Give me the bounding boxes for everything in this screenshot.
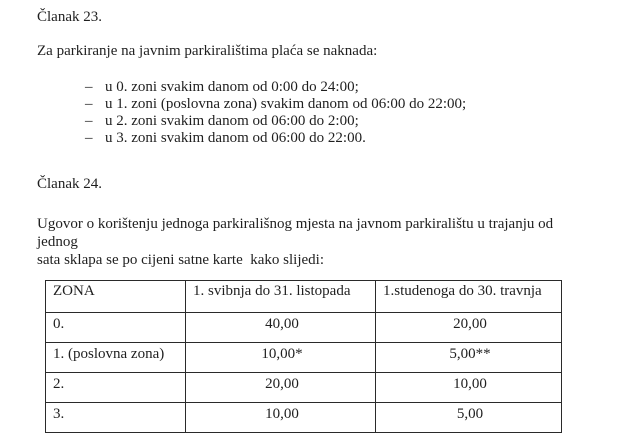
- list-item: [85, 96, 595, 113]
- list-item-text: u 3. zoni svakim danom od 06:00 do 22:00.: [105, 130, 366, 146]
- table-row: [46, 373, 562, 403]
- dash-bullet: –: [85, 113, 93, 129]
- dash-bullet: –: [85, 130, 93, 146]
- header-summer-period: 1. svibnja do 31. listopada: [186, 281, 376, 313]
- article-24-heading: Članak 24.: [37, 176, 102, 192]
- summer-price-cell: 20,00: [186, 373, 376, 403]
- dash-bullet: –: [85, 79, 93, 95]
- zone-cell: 0.: [46, 313, 186, 343]
- winter-price-cell: 20,00: [376, 313, 562, 343]
- summer-price-cell: 40,00: [186, 313, 376, 343]
- table-row: [46, 403, 562, 433]
- winter-price-cell: 5,00**: [376, 343, 562, 373]
- table-row: [46, 343, 562, 373]
- article-24-paragraph: [37, 215, 595, 269]
- winter-price-cell: 10,00: [376, 373, 562, 403]
- price-table: [45, 280, 562, 433]
- article-23-heading: Članak 23.: [37, 9, 102, 25]
- dash-bullet: –: [85, 96, 93, 112]
- list-item: [85, 79, 595, 96]
- table-header-row: [46, 281, 562, 313]
- parking-fee-list: [85, 79, 595, 147]
- article-23-intro: Za parkiranje na javnim parkiralištima plaća se naknada:: [37, 43, 378, 59]
- list-item-text: u 0. zoni svakim danom od 0:00 do 24:00;: [105, 79, 359, 95]
- summer-price-cell: 10,00*: [186, 343, 376, 373]
- paragraph-line: sata sklapa se po cijeni satne karte kako slijedi:: [37, 252, 324, 268]
- winter-price-cell: 5,00: [376, 403, 562, 433]
- table-row: [46, 313, 562, 343]
- list-item-text: u 2. zoni svakim danom od 06:00 do 2:00;: [105, 113, 359, 129]
- header-zone: ZONA: [46, 281, 186, 313]
- header-winter-period: 1.studenoga do 30. travnja: [376, 281, 562, 313]
- list-item: [85, 130, 595, 147]
- zone-cell: 1. (poslovna zona): [46, 343, 186, 373]
- paragraph-line: Ugovor o korištenju jednoga parkirališnog mjesta na javnom parkiralištu u trajanju od jednog: [37, 216, 557, 250]
- list-item: [85, 113, 595, 130]
- summer-price-cell: 10,00: [186, 403, 376, 433]
- zone-cell: 3.: [46, 403, 186, 433]
- list-item-text: u 1. zoni (poslovna zona) svakim danom od 06:00 do 22:00;: [105, 96, 467, 112]
- zone-cell: 2.: [46, 373, 186, 403]
